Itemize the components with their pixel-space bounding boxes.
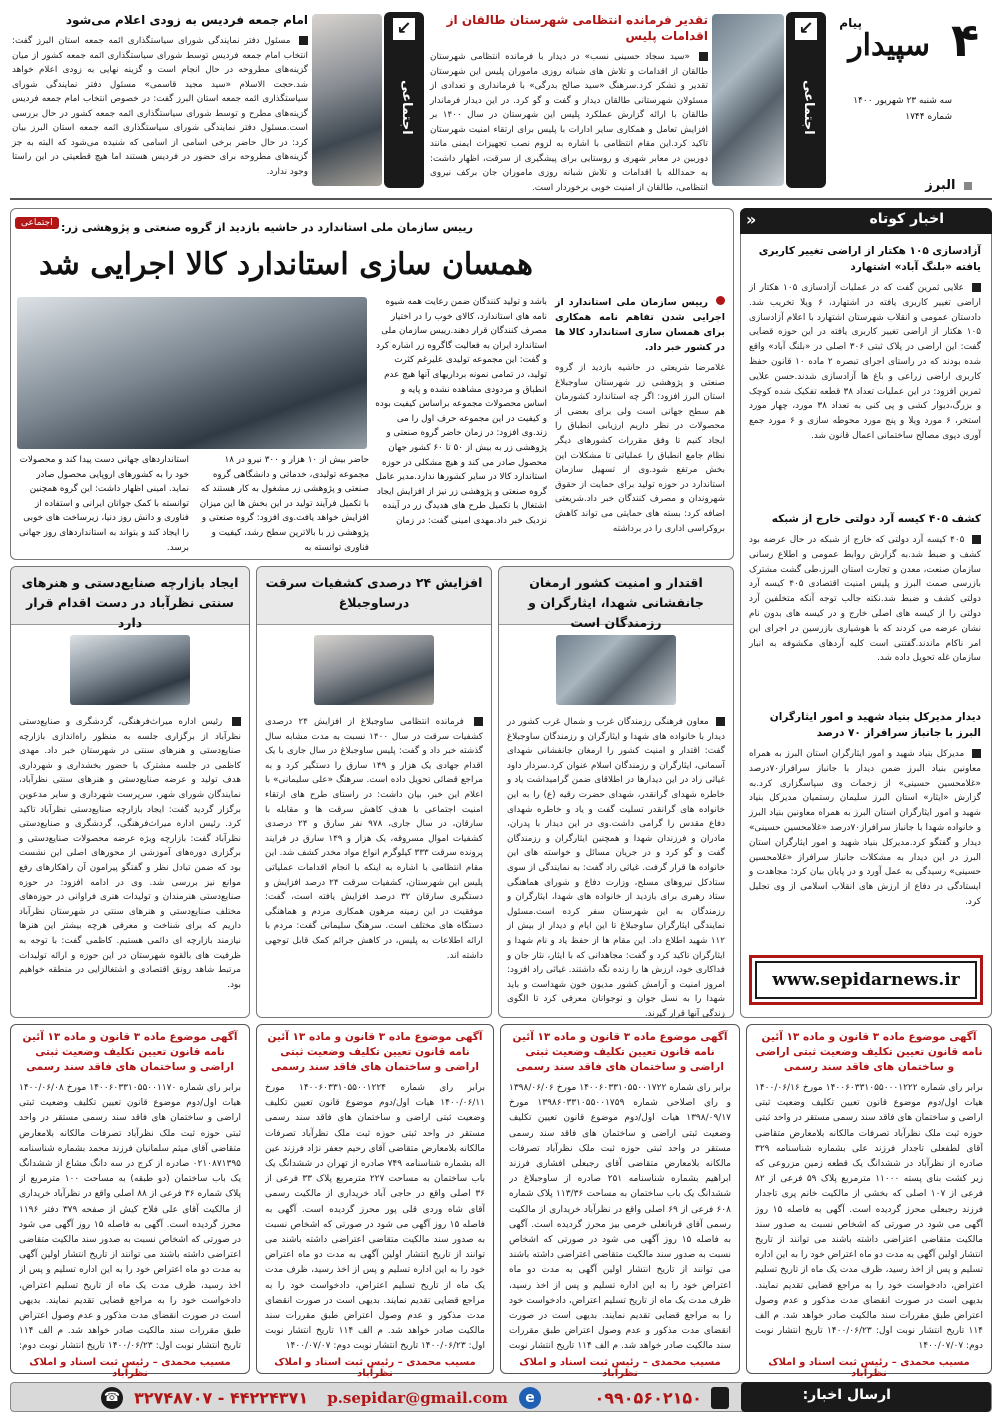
top-divider — [10, 198, 992, 200]
main-story-headline: همسان سازی استاندارد کالا اجرایی شد — [38, 247, 533, 282]
square-bullet-icon — [474, 717, 483, 726]
footer-email-address[interactable]: p.sepidar@gmail.com — [327, 1389, 508, 1407]
square-bullet-icon — [699, 52, 708, 61]
logo — [834, 16, 930, 76]
email-icon: e — [519, 1387, 541, 1409]
legal-ad-4 — [10, 1024, 250, 1379]
news-box-martyrs — [498, 566, 734, 1018]
police-commander-photo — [314, 635, 434, 705]
legal-ad-signature: مسیب محمدی – رئیس ثبت اسناد و املاک نظرآباد — [768, 1357, 970, 1379]
region-text: البرز — [925, 178, 956, 193]
legal-ad-3 — [256, 1024, 494, 1379]
website-banner[interactable] — [749, 955, 983, 1005]
website-banner-inner — [755, 961, 977, 999]
short-news-item-body — [749, 281, 981, 444]
news-box-body — [499, 705, 733, 1021]
main-story-col2: باشد و تولید کنندگان ضمن رعایت همه شیوه نامه های استاندارد، کالای خوب را در اختیار مصرف کنندگان قرار دهند.رییس سازمان ملی استاندارد ایران به فعالیت گاگروه زر اشاره کرد و گفت: این مجموعه تولیدی علیرغم کثرت تولید، در تمامی نمونه برداریهای آنها هیچ عدم انطباق و مردودی مشاهده نشده و پایه و اساس محصولات مجموعه براساس کیفیت بوده و کیفیت در این مجموعه حرف اول را می زند.وی افزود: در زمان حاضر گروه صنعتی و پژوهشی زر به بیش از ۵۰ تا ۶۰ کشور جهان محصول صادر می کند و هیچ مشکلی در حوزه استاندارد کالا در سایر کشورها ندارد.مدیر عامل گروه صنعتی و پژوهشی زر نیز از افزایش ایجاد اشتغال با تکمیل طرح های هدیدگ زر در آینده نزدیک خبر داد.مهدی امینی گفت: در زمان — [375, 297, 547, 526]
legal-ad-signature: مسیب محمدی – رئیس ثبت اسناد و املاک نظرآباد — [29, 1357, 231, 1379]
short-news-item-1 — [749, 243, 981, 444]
news-box-body — [11, 705, 249, 992]
main-story-lead-text — [555, 295, 725, 355]
short-news-sidebar — [740, 208, 992, 1018]
short-news-item-title: دیدار مدیرکل بنیاد شهید و امور ایثارگران البرز با جانباز سرافراز ۷۰ درصد — [769, 711, 981, 739]
top-news-friday-text: مسئول دفتر نمایندگی شورای سیاستگذاری ائمه جمعه استان البرز گفت: انتخاب امام جمعه فردیس توسط شورای سیاستگذاری ائمه جمعه کشور از میان گزینه‌های مطروحه در حال انجام است و گزینه نهایی به زودی اعلام خواهد شد.حجت الاسلام «سید مجید قاسمی» مسئول دفتر نمایندگی شورای سیاستگذاری ائمه جمعه استان البرز گفت: در خصوص انتخاب امام جمعه فردیس گزینه‌های مطرح و توسط شورای سیاستگذاری ائمه جمعه کشور در حال بررسی است.مسئول دفتر نمایندگی شورای سیاستگذاری ائمه جمعه استان البرز بیان کرد: در حال حاضر برخی اسامی از اسامی که شنیده می‌شود که البته به جز گزینه‌های مطروحه برای حضور در فردیس هستند اما هیچ قطعیتی در این راستا وجود ندارد. — [12, 36, 308, 177]
footer-label-box — [741, 1382, 991, 1412]
legal-ad-body: برابر رای شماره ۱۴۰۰۶۰۳۳۱۰۵۵۰۰۰۱۲۲۲ مورخ ۱۴۰۰/۰۶/۱۶ هیات اول/دوم موضوع قانون تعیین تکلیف وضعیت ثبتی اراضی و ساختمان های فاقد سند رسمی مستقر در واحد ثبتی حوزه ثبت ملک نظرآباد تصرفات مالکانه بلامعارض متقاضی آقای لطفعلی تاجدار فرزند علی بشماره شناسنامه ۳۲۹ صادره از نظرآباد در ششدانگ یک قطعه زمین مزروعی که زیر کشت بنای پسته ۱۱۰۰۰ مترمربع پلاک ۵۹ فرعی از ۸۲ فرعی از ۱۰۷ اصلی که بخشی از مالکیت خانم پری تاجدار فرزند رجبعلی محرز گردیده است. آگهی به فاصله ۱۵ روز آگهی می شود در صورتی که اشخاص نسبت به صدور سند مالکیت متقاضی اعتراضی داشته باشند می توانند از تاریخ انتشار اولین آگهی به مدت دو ماه اعتراض خود را به این اداره تسلیم و پس از اخذ رسید، ظرف مدت یک ماه از تاریخ تسلیم اعتراض، دادخواست خود را به مراجع قضایی تقدیم نمایند. بدیهی است در صورت انقضای مدت مذکور و عدم وصول اعتراض طبق مقررات سند مالکیت صادر خواهد شد. م الف ۱۱۴ تاریخ انتشار نوبت اول: ۱۴۰۰/۰۶/۲۳ تاریخ انتشار نوبت دوم: ۱۴۰۰/۰۷/۰۷ — [755, 1083, 983, 1352]
website-url[interactable]: www.sepidarnews.ir — [772, 970, 960, 990]
footer-phone[interactable] — [101, 1387, 308, 1409]
short-news-item-text: ۴۰۵ کیسه آرد دولتی که خارج از شبکه در حال عرضه بود کشف و ضبط شد.به گزارش روابط عمومی و اطلاع رسانی سازمان صنعت، معدن و تجارت استان البرز،طی گشت مشترک بازرسی صمت البرز و پلیس امنیت اقتصادی ۴۰۵ کیسه آرد دولتی کشف و ضبط شد.نکته جالب توجه آنکه متخلفین آرد دولتی را از کیسه های اصلی خارج و در کیسه های بدون نام نشان عرضه می کردند که با هوشیاری بازرسین در اجرای این امر ناکام ماندند.گفتنی است کلیه آردهای مکشوفه به انبار سازمان غله تحویل داده شد. — [749, 535, 981, 664]
factory-visit-photo — [17, 297, 367, 449]
legal-ad-title: آگهی موضوع ماده ۳ قانون و ماده ۱۳ آئین نامه قانون تعیین تکلیف وضعیت ثبتی اراضی و ساختمان های فاقد سند رسمی — [512, 1031, 728, 1073]
top-news-friday-body — [12, 34, 308, 179]
news-box-header — [499, 567, 733, 630]
masthead — [832, 10, 992, 200]
short-news-item-3 — [749, 709, 981, 910]
footer-label: ارسال اخبار: — [802, 1387, 891, 1403]
footer-mobile-number[interactable]: ۰۹۹۰۵۶۰۲۱۵۰ — [594, 1388, 702, 1408]
news-box-handicrafts — [10, 566, 250, 1018]
page-number: ۴ — [950, 13, 980, 67]
news-box-title: اقتدار و امنیت کشور ارمغان جانفشانی شهدا، ایثارگران و رزمندگان است — [528, 575, 704, 630]
footer-email[interactable] — [327, 1387, 541, 1409]
short-news-header-label: اخبار کوتاه — [869, 211, 944, 227]
top-news-police-text: «سید سجاد حسینی نسب» در دیدار با فرمانده انتظامی شهرستان طالقان از اقدامات و تلاش های شبانه روزی ماموران پلیس این شهرستان تقدیر و تشکر کرد.سرهنگ «سید صالح بدرگی» با فرمانداری و تعدادی از مسئولان شهرستانی طالقان دیدار و گفت و گو کرد. در این دیدار فرماندار طالقان با ارائه گزارش عملکرد پلیس این شهرستان در سال ۱۴۰۰ بر افزایش تعامل و همکاری سایر ادارات با پلیس برای ارتقاء امنیت شهرستان تاکید کرد.این مقام انتظامی با اشاره به لزوم نصب تجهیزات ایمنی مانند دوربین در معابر شهری و روستایی برای پیشگیری از سرقت، اظهار داشت: به حمدالله با اقدامات و تلاش شبانه روزی ماموران جان برکف نیروی انتظامی، طالقان از امنیت خوبی برخوردار است. — [430, 52, 708, 193]
double-chevron-icon: « — [746, 210, 757, 229]
short-news-item-text: علایی ثمرین گفت که در عملیات آزادسازی ۱۰۵ هکتار از اراضی تغییر کاربری یافته در اشتهارد، ۶ ویلا تخریب شد. دادستان عمومی و انقلاب شهرستان اشتهارد با اعلام آزادسازی ۱۰۵ هکتار از اراضی تغییر کاربری یافته در این حوزه قضایی گفت: این اراضی در پلاک ثبتی ۳۰۶ اصلی در «بلنگ آباد» واقع شده بودند که در راستای اجرای تبصره ۲ ماده ۱۰ قانون حفظ کاربری اراضی زراعی و باغ ها آزادسازی شدند.حسن علایی ثمرین افزود: در این عملیات تعداد ۳۸ قطعه تفکیک شده کوچک و بزرگ،دیوار کشی و پی کنی به تعداد ۳۸ مورد، چهار مورد استخر، ۶ مورد ویلا و پنج مورد محوطه سازی و ۶ مورد جمع آوری دپوی مصالح ساختمانی اعمال قانون شد. — [749, 283, 982, 441]
top-news-police-body — [430, 50, 708, 195]
mobile-phone-icon — [711, 1387, 729, 1409]
news-box-text: معاون فرهنگی رزمندگان غرب و شمال غرب کشور در دیدار با خانواده های شهدا و ایثارگران و رزمندگان ساوجبلاغ گفت: اقتدار و امنیت کشور را ارمغان جانفشانی شهدای آسمانی، ایثارگران و رزمندگان اسلام عنوان کرد.سردار داود غیاثی راد در این دیدارها در اطلاقای ضمن گرامیداشت یاد و خاطره شهدای گرانقدر، شهدای حضرت رقیه (ع) را به این خانواده های گرانقدر تسلیت گفت و یاد و خاطره شهدای دفاع مقدس را گرامی داشت.وی در این دیدار با پدران، مادران و فرزندان شهدا و همچنین ایثارگران و رزمندگان گفت و گو کرد و در جریان مسائل و خواسته های این خانواده ها قرار گرفت. غیاثی راد گفت: به نمایندگی از سوی ستادکل نیروهای مسلح، وزارت دفاع و شورای هماهنگی ستاد رهبری برای بازدید از خانواده های شهدا، ایثارگران و رزمندگان به این شهرستان سفر کرده است.مسئول نمایندگی ایثارگران ساوجبلاغ تا این ایام و دیدار از بیش از ۱۱۲ شهید اطلاع داد. این مقام ها از حفظ یاد و نام شهدا و ایثارگران تاکید کرد و گفت: مجاهدانی که با ایثار، نثار جان و فداکاری خود، ارزش ها را زنده نگه داشتند. غیاثی راد افزود: امروز امنیت و آرامش کشور مدیون خون شهداست و باید شهدا را به نسل جوان و نوجوانان معرفی کرد تا الگوی زندگی آنها قرار گیرند. — [507, 717, 725, 1019]
footer-mobile[interactable] — [594, 1387, 729, 1409]
news-box-title: افزایش ۲۴ درصدی کشفیات سرقت درساوجبلاغ — [265, 575, 483, 610]
legal-ad-title: آگهی موضوع ماده ۳ قانون و ماده ۱۳ آئین نامه قانون تعیین تکلیف وضعیت ثبتی اراضی و ساختمان های فاقد سند رسمی — [267, 1031, 483, 1073]
section-vertical-tag — [786, 12, 826, 188]
arrow-down-left-icon: ↙ — [795, 18, 817, 40]
short-news-header — [740, 208, 992, 234]
cleric-portrait-photo — [312, 14, 382, 186]
issue-number: شماره ۱۷۴۴ — [905, 112, 952, 122]
handicrafts-meeting-photo — [70, 635, 190, 705]
top-news-police-title: تقدیر فرمانده انتظامی شهرستان طالقان از اقدامات پلیس — [446, 13, 708, 43]
short-news-item-title: آزادسازی ۱۰۵ هکتار از اراضی تغییر کاربری یافته «بلنگ آباد» اشتهارد — [758, 245, 981, 273]
square-bullet-icon — [972, 749, 981, 758]
legal-ad-body: برابر رای شماره ۱۴۰۰۶۰۳۳۱۰۵۵۰۰۱۱۷۰ مورخ ۱۴۰۰/۰۶/۰۸ هیات اول/دوم موضوع قانون تعیین تکلیف وضعیت ثبتی اراضی و ساختمان های فاقد سند رسمی مستقر در واحد ثبتی حوزه ثبت ملک نظرآباد تصرفات مالکانه بلامعارض متقاضی آقای میثم سلمانیان فرزند محمد بشماره شناسنامه ۰۲۱۰۸۷۱۳۹۵ صادره از کرج در سه دانگ مشاع از ششدانگ یک باب ساختمان (دو طبقه) به مساحت ۱۰۰ مترمربع از پلاک شماره ۳۶ فرعی از ۸۸ اصلی واقع در نظرآباد خریداری از مالکیت آقای علی فلاح کیش از صفحه ۳۷۹ دفتر ۱۱۹۶ محرز گردیده است. آگهی به فاصله ۱۵ روز آگهی می شود در صورتی که اشخاص نسبت به صدور سند مالکیت متقاضی اعتراضی داشته باشند می توانند از تاریخ انتشار اولین آگهی به مدت دو ماه اعتراض خود را به این اداره تسلیم و پس از اخذ رسید، ظرف مدت یک ماه از تاریخ تسلیم اعتراض، دادخواست خود را به مراجع قضایی تقدیم نمایند. بدیهی است در صورت انقضای مدت مذکور و عدم وصول اعتراض طبق مقررات سند مالکیت صادر خواهد شد. م الف ۱۱۴ تاریخ انتشار نوبت اول: ۱۴۰۰/۰۶/۲۳ تاریخ انتشار نوبت دوم: — [19, 1083, 241, 1352]
region-label — [925, 178, 972, 193]
top-news-police — [430, 12, 708, 193]
main-story — [10, 208, 734, 560]
main-story-col1: غلامرضا شریعتی در حاشیه بازدید از گروه صنعتی و پژوهشی زر شهرستان ساوجبلاغ استان البرز افزود: اگر چه استاندارد کشورمان هم سطح جهانی است ولی برای بعضی از محصولات در نظر داریم ارزیابی انطباق را ایجاد کنیم تا وفق مقررات کشورهای دیگر نظام جامع انطباق را عملیاتی تا مشکلات این بخش مرتفع شود.وی از تسهیل سازمان استاندارد در حوزه تولید برای حمایت از حقوق شهروندان و مصرف کنندگان خبر داد.شریعتی اضافه کرد: بسته های حمایتی می تواند کاهش بروکراسی اداری را در برداشته — [555, 363, 725, 534]
police-meeting-photo — [712, 14, 784, 186]
section-vertical-label: اجتماعی — [801, 80, 816, 135]
news-box-text: فرمانده انتظامی ساوجبلاغ از افزایش ۲۴ درصدی کشفیات سرقت در سال ۱۴۰۰ نسبت به مدت مشابه سال گذشته خبر داد و گفت: پلیس ساوجبلاغ در سال جاری با یک اقدام جهادی یک هزار و ۱۴۹ سارق را دستگیر کرد و به مراجع قضائی تحویل داده است. سرهنگ «علی سلیمانی» با اعلام این خبر، بیان داشت: در راستای طرح های ارتقاء امنیت اجتماعی با هدف کاهش سرقت ها و مقابله با سارقان، در سال جاری، ۹۷۸ نفر سارق و ۲۴ درصدی کشفیات اموال مسروقه، یک هزار و ۱۴۹ سارق در فرایند پرونده سرقت ۳۳۳ کیلوگرم انواع مواد مخدر کشف شد. این مقام انتظامی با اشاره به اینکه با انجام اقدامات عملیاتی پلیس این شهرستان، کشفیات سرقت ۲۴ درصد افزایش و دستگیری سارقان ۳۲ درصد افزایش یافته است، گفت: موفقیت در این زمینه مرهون همکاری مردم و هماهنگی دستگاه های مختلف است. سرهنگ سلیمانی گفت: مردم با ارائه اطلاعات به پلیس، در کاهش جرائم کمک قابل توجهی داشته اند. — [265, 717, 484, 961]
main-story-category: اجتماعی — [15, 217, 59, 229]
square-bullet-icon — [299, 36, 308, 45]
square-bullet-icon — [232, 717, 241, 726]
footer-phone-number[interactable]: ۴۴۲۲۴۳۷۱ - ۳۲۷۴۸۷۰۷ — [134, 1388, 309, 1408]
legal-ad-title: آگهی موضوع ماده ۳ قانون و ماده ۱۳ آئین نامه قانون تعیین تکلیف وضعیت ثبتی اراضی و ساختمان های فاقد سند رسمی — [755, 1031, 983, 1073]
short-news-item-text: مدیرکل بنیاد شهید و امور ایثارگران استان البرز به همراه معاونین بنیاد البرز ضمن دیدار با جانباز سرافراز۷۰درصد «غلامحسین حسینی» از زحمات وی سپاسگزاری کرد.به گزارش «ایثار» استان البرز سلیمان رستمیان مدیرکل بنیاد شهید و امور ایثارگران استان البرز به همراه معاونین بنیاد البرز و خانواده شهدا با جانباز سرافراز۷۰درصد «غلامحسین حسینی» دیدار و گفتگو کرد.مدیرکل بنیاد شهید و امور ایثارگران استان البرز در این دیدار به مشکلات جانباز سرافراز «غلامحسین حسینی» رسیدگی به عمل آورد و در پایان بیان کرد: مجاهدت و ایستادگی در دفاع از ارزش های انقلاب اسلامی از وی تجلیل کرد. — [749, 749, 981, 907]
telephone-icon: ☎ — [101, 1387, 123, 1409]
legal-ad-body: برابر رای شماره ۱۴۰۰۶۰۳۳۱۰۵۵۰۰۱۷۲۲ مورخ ۱۳۹۸/۰۶/۰۶ و رای اصلاحی شماره ۱۳۹۸۶۰۳۳۱۰۵۵۰۰۱۷۵۹ مورخ ۱۳۹۸/۰۹/۱۷ هیات اول/دوم موضوع قانون تعیین تکلیف وضعیت ثبتی اراضی و ساختمان های فاقد سند رسمی مستقر در واحد ثبتی حوزه ثبت ملک نظرآباد تصرفات مالکانه بلامعارض متقاضی آقای رجبعلی افشاری فرزند ابراهیم بشماره شناسنامه ۲۵۱ صادره از ساوجبلاغ در ششدانگ یک باب ساختمان به مساحت ۱۱۳/۳۶ پلاک شماره ۶۰۸ فرعی از ۶۹ اصلی واقع در نظرآباد خریداری از مالکیت رسمی آقای قربانعلی خرمی بیز محرز گردیده است. آگهی به فاصله ۱۵ روز آگهی می شود در صورتی که اشخاص نسبت به صدور سند مالکیت متقاضی اعتراضی داشته باشند می توانند از تاریخ انتشار اولین آگهی به مدت دو ماه اعتراض خود را به این اداره تسلیم و پس از اخذ رسید، ظرف مدت یک ماه از تاریخ تسلیم اعتراض، دادخواست خود را به مراجع قضایی تقدیم نمایند. بدیهی است در صورت انقضای مدت مذکور و عدم وصول اعتراض طبق مقررات سند مالکیت صادر خواهد شد. م الف ۱۱۴ تاریخ انتشار نوبت — [509, 1083, 731, 1352]
news-box-header — [257, 567, 491, 625]
news-box-theft — [256, 566, 492, 1018]
square-bullet-icon — [972, 283, 981, 292]
square-bullet-icon — [964, 182, 972, 190]
short-news-item-title: کشف ۴۰۵ کیسه آرد دولتی خارج از شبکه — [771, 513, 981, 525]
section-vertical-tag-2 — [384, 12, 424, 188]
red-dot-icon — [716, 296, 725, 305]
short-news-item-body — [749, 533, 981, 666]
legal-ad-body: برابر رای شماره ۱۴۰۰۶۰۳۳۱۰۵۵۰۰۱۲۲۴ مورخ ۱۴۰۰/۰۶/۱۱ هیات اول/دوم موضوع قانون تعیین تکلیف وضعیت ثبتی اراضی و ساختمان های فاقد سند رسمی مستقر در واحد ثبتی حوزه ثبت ملک نظرآباد تصرفات مالکانه بلامعارض متقاضی آقای رحیم جعفر نژاد فرزند عین اله بشماره شناسنامه ۷۴۹ صادره از تهران در ششدانگ یک باب ساختمان به مساحت ۲۲۷ مترمربع پلاک ۳۳ فرعی از ۳۶ اصلی واقع در حاجی آباد خریداری از مالکیت رسمی آقای شاه وردی قلی پور محرز گردیده است. آگهی به فاصله ۱۵ روز آگهی می شود در صورتی که اشخاص نسبت به صدور سند مالکیت متقاضی اعتراضی داشته باشند می توانند از تاریخ انتشار اولین آگهی به مدت دو ماه اعتراض خود را به این اداره تسلیم و پس از اخذ رسید، ظرف مدت یک ماه از تاریخ تسلیم اعتراض، دادخواست خود را به مراجع قضایی تقدیم نمایند. بدیهی است در صورت انقضای مدت مذکور و عدم وصول اعتراض طبق مقررات سند مالکیت صادر خواهد شد. م الف ۱۱۴ تاریخ انتشار نوبت اول: ۱۴۰۰/۰۶/۲۳ تاریخ انتشار نوبت دوم: ۱۴۰۰/۰۷/۰۷ — [265, 1083, 485, 1352]
main-story-col4: استانداردهای جهانی دست پیدا کند و محصولات خود را به کشورهای اروپایی محصول صادر نماید. امینی اظهار داشت: این گروه همچنین توانسته با کمک جوانان ایرانی و استفاده از فناوری و دانش روز دنیا، زیرساخت های خوبی را ایجاد کند و بتواند به استانداردهای روز جهانی برسد. — [19, 455, 189, 553]
section-vertical-label-2: اجتماعی — [399, 80, 414, 135]
short-news-item-body — [749, 747, 981, 910]
logo-big: سپیدار — [848, 28, 930, 63]
legal-ad-signature: مسیب محمدی – رئیس ثبت اسناد و املاک نظرآباد — [274, 1357, 476, 1379]
top-news-friday-prayer — [12, 12, 308, 190]
main-story-lead — [555, 295, 725, 536]
news-box-text: رئیس اداره میراث‌فرهنگی، گردشگری و صنایع‌دستی نظرآباد از برگزاری جلسه به منظور راه‌اندازی بازارچه صنایع‌دستی و هنرهای سنتی در شهرستان خبر داد. مهدی کاظمی در جلسه مشترک با حضور بخشداری و شهرداری هدف تولید و عرضه صنایع‌دستی و هنرهای سنتی نظرآباد، نمایندگان شورای شهر، سرپرست شهرداری و سایر مدعوین برگزار گردید گفت: ایجاد بازارچه صنایع‌دستی نظرآباد تاکید کرد. رئیس اداره میراث‌فرهنگی، گردشگری و صنایع‌دستی نظرآباد گفت: بازارچه ویژه عرضه محصولات صنایع‌دستی و برگزاری دوره‌های آموزشی از محورهای اصلی این نشست بود که ضمن تبادل نظر و گفتگو پیرامون آن راهکارهای رفع موانع نیز بررسی شد. وی در ادامه افزود: در حوزه صنایع‌دستی هنرمندان و تولیدات هنری فراوانی در حوزه‌های مختلف صنایع‌دستی و هنرهای سنتی در شهرستان نظرآباد داریم که برای شناخت و معرفی هرچه بیشتر این هنرها نیازمند بازارچه ای دائمی هستیم. کاظمی گفت: با توجه به ظرفیت های بالقوه شهرستان در این حوزه و ارائه تولیدات مرتبط شاهد رونق اقتصادی و اشتغالزایی در منطقه خواهیم بود. — [19, 717, 241, 990]
arrow-down-left-icon: ↙ — [393, 18, 415, 40]
main-story-lead-body: رییس سازمان ملی استاندارد از اجرایی شدن تفاهم نامه همکاری برای همسان سازی استاندارد کالا ها در کشور خبر داد. — [555, 297, 725, 353]
news-box-header — [11, 567, 249, 630]
square-bullet-icon — [972, 535, 981, 544]
logo-small: پیام — [839, 16, 862, 30]
legal-ad-1 — [746, 1024, 992, 1379]
legal-ad-signature: مسیب محمدی – رئیس ثبت اسناد و املاک نظرآباد — [519, 1357, 721, 1379]
news-box-body — [257, 705, 491, 963]
issue-date: سه شنبه ۲۳ شهریور ۱۴۰۰ — [853, 96, 952, 106]
martyrs-ceremony-photo — [556, 635, 676, 705]
footer-contact-bar — [10, 1382, 992, 1412]
legal-ad-title: آگهی موضوع ماده ۳ قانون و ماده ۱۳ آئین نامه قانون تعیین تکلیف وضعیت ثبتی اراضی و ساختمان های فاقد سند رسمی — [22, 1031, 238, 1073]
main-story-col3: حاضر بیش از ۱۰ هزار و ۳۰۰ نیرو در ۱۸ مجموعه تولیدی، خدماتی و دانشگاهی گروه صنعتی و پژوهشی زر مشغول به کار هستند که با تکمیل فرآیند تولید در این بخش ها این میزان افزایش خواهد یافت.وی افزود: گروه صنعتی و پژوهشی زر با بالاترین سطح رشد، کیفیت و فناوری توانسته به — [199, 455, 369, 553]
main-story-kicker: رییس سازمان ملی استاندارد در حاشیه بازدید از گروه صنعتی و پژوهشی زر: — [61, 221, 473, 234]
short-news-item-2 — [749, 511, 981, 666]
news-box-title: ایجاد بازارچه صنایع‌دستی و هنرهای سنتی نظرآباد در دست اقدام قرار دارد — [21, 575, 239, 630]
square-bullet-icon — [716, 717, 725, 726]
top-news-friday-title: امام جمعه فردیس به زودی اعلام می‌شود — [65, 13, 308, 27]
legal-ad-2 — [500, 1024, 740, 1379]
